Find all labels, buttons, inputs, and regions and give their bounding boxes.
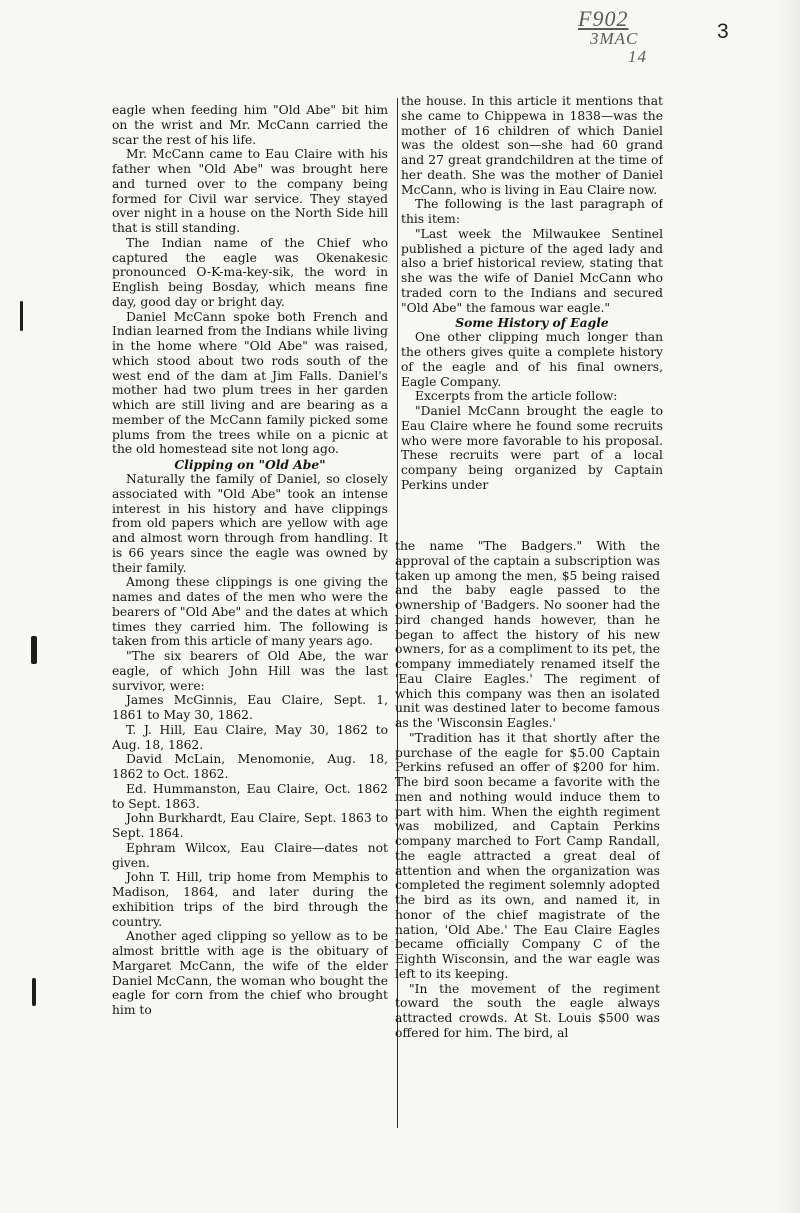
- article-paragraph: the name "The Badgers." With the approval of the captain a subscription was taken up among the men, $5 being raised and the baby eagle passed to the ownership of 'Badgers. No sooner had the bird changed hands however, than he began to affect the history of his new owners, for as a compliment to its pet, the company immediately renamed itself the 'Eau Claire Eagles.' The regiment of which this company was then an isolated unit was destined later to become famous as the 'Wisconsin Eagles.': [395, 539, 660, 730]
- section-heading: Some History of Eagle: [455, 315, 609, 331]
- article-paragraph: One other clipping much longer than the others gives quite a complete history of the eagle and of his final owners, Eagle Company.: [401, 330, 663, 389]
- article-paragraph: "Tradition has it that shortly after the purchase of the eagle for $5.00 Captain Perkins refused an offer of $200 for him. The bird soon became a favorite with the men and nothing would induce them to part with him. When the eighth regiment was mobilized, and Captain Perkins company marched to Fort Camp Randall, the eagle attracted a great deal of attention and when the organization was completed the regiment solemnly adopted the bird as its own, and named it, in honor of the chief magistrate of the nation, 'Old Abe.' The Eau Claire Eagles became officially Company C of the Eighth Wisconsin, and the war eagle was left to its keeping.: [395, 730, 660, 981]
- handwritten-note-line1: F902: [578, 6, 629, 31]
- page-edge-shadow: [776, 0, 800, 1213]
- margin-mark: [31, 636, 37, 664]
- article-paragraph: Excerpts from the article follow:: [415, 389, 618, 404]
- article-paragraph: "Last week the Milwaukee Sentinel published a picture of the aged lady and also a brief historical review, stating that she was the wife of Daniel McCann who traded corn to the Indians and secured "Old Abe" the famous war eagle.": [401, 226, 663, 315]
- article-paragraph: John T. Hill, trip home from Memphis to Madison, 1864, and later during the exhibition trips of the bird through the country.: [112, 870, 388, 929]
- article-paragraph: Ed. Hummanston, Eau Claire, Oct. 1862 to Sept. 1863.: [112, 781, 388, 811]
- article-paragraph: John Burkhardt, Eau Claire, Sept. 1863 to Sept. 1864.: [112, 811, 388, 840]
- article-paragraph: Naturally the family of Daniel, so closely associated with "Old Abe" took an intense interest in his history and have clippings from old papers which are yellow with age and almost worn through from handling. It is 66 years since the eagle was owned by their family.: [112, 472, 388, 575]
- article-paragraph: James McGinnis, Eau Claire, Sept. 1, 1861 to May 30, 1862.: [112, 693, 388, 722]
- article-paragraph: Daniel McCann spoke both French and Indian learned from the Indians while living in the home where "Old Abe" was raised, which stood about two rods south of the west end of the dam at Jim Falls. Daniel's mother had two plum trees in her garden which are still living and are bearing as a member of the McCann family picked some plums from the trees while on a picnic at the old homestead site not long ago.: [112, 309, 388, 457]
- article-column-right-lower: [395, 539, 660, 1129]
- article-paragraph: Another aged clipping so yellow as to be almost brittle with age is the obituary of Margaret McCann, the wife of the elder Daniel McCann, the woman who bought the eagle for corn from the chief who brought him to: [112, 929, 388, 1017]
- article-paragraph: The following is the last paragraph of this item:: [401, 197, 663, 226]
- article-paragraph: "Daniel McCann brought the eagle to Eau Claire where he found some recruits who were more favorable to his proposal. These recruits were part of a local company being organized by Captain Perkins under: [401, 404, 663, 492]
- article-paragraph: "In the movement of the regiment toward the south the eagle always attracted crowds. At St. Louis $500 was offered for him. The bird, al: [395, 981, 660, 1040]
- article-paragraph: Among these clippings is one giving the names and dates of the men who were the bearers of "Old Abe" and the dates at which times they carried him. The following is taken from this article of many years ago.: [112, 575, 388, 649]
- article-column-right: [401, 94, 663, 537]
- article-paragraph: T. J. Hill, Eau Claire, May 30, 1862 to Aug. 18, 1862.: [112, 722, 388, 752]
- article-paragraph: eagle when feeding him "Old Abe" bit him on the wrist and Mr. McCann carried the scar the rest of his life.: [112, 103, 388, 147]
- handwritten-note-line2: 3MAC: [590, 29, 639, 48]
- article-paragraph: the house. In this article it mentions that she came to Chippewa in 1838—was the mother of 16 children of which Daniel was the oldest son—she had 60 grand and 27 great grandchildren at the time of her death. She was the mother of Daniel McCann, who is living in Eau Claire now.: [401, 94, 663, 197]
- section-heading: Clipping on "Old Abe": [174, 457, 326, 472]
- article-paragraph: Ephram Wilcox, Eau Claire—dates not given.: [112, 840, 388, 870]
- margin-mark: [32, 978, 36, 1006]
- article-paragraph: The Indian name of the Chief who captured the eagle was Okenakesic pronounced O-K-ma-key-sik, the word in English being Bosday, which means fine day, good day or bright day.: [112, 235, 388, 309]
- article-paragraph: "The six bearers of Old Abe, the war eagle, of which John Hill was the last survivor, were:: [112, 649, 388, 693]
- handwritten-note-line3: 14: [628, 47, 647, 66]
- article-column-left: [112, 103, 388, 1133]
- article-paragraph: Mr. McCann came to Eau Claire with his father when "Old Abe" was brought here and turned over to the company being formed for Civil war service. They stayed over night in a house on the North Side hill that is still standing.: [112, 147, 388, 235]
- margin-mark: [20, 301, 23, 331]
- page-number: 3: [717, 20, 729, 43]
- article-paragraph: David McLain, Menomonie, Aug. 18, 1862 to Oct. 1862.: [112, 752, 388, 781]
